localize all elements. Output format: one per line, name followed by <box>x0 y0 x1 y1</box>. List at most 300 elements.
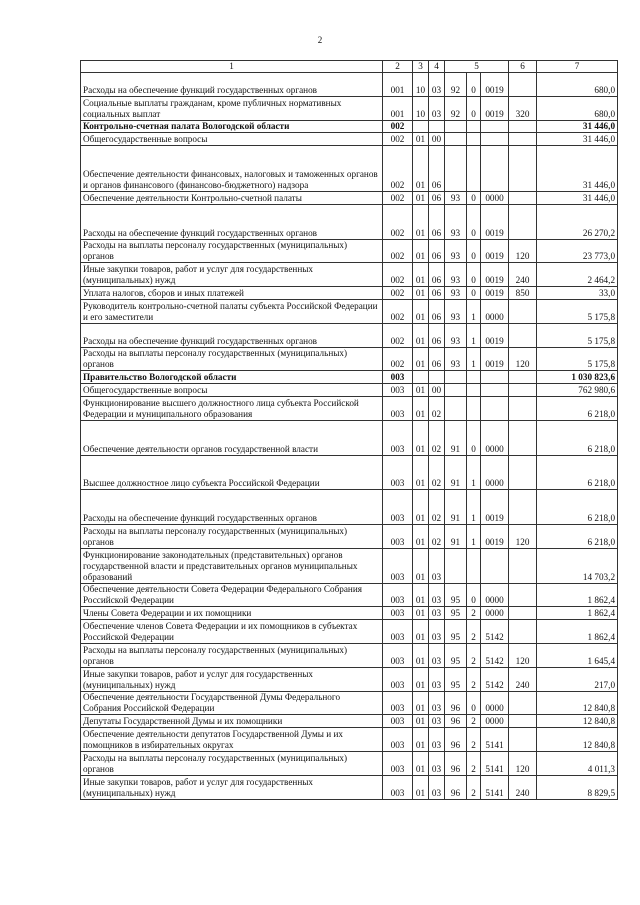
table-row <box>81 421 618 456</box>
direction-code <box>481 133 509 146</box>
subprogram-code: 1 <box>467 525 481 549</box>
table-row <box>81 239 618 263</box>
subprogram-code <box>467 146 481 192</box>
ministry-code: 002 <box>383 191 413 204</box>
header-cell: 2 <box>383 61 413 73</box>
section-code: 01 <box>413 644 429 668</box>
direction-code: 0019 <box>481 204 509 239</box>
program-code: 93 <box>445 263 467 287</box>
table-row <box>81 607 618 620</box>
subprogram-code: 1 <box>467 347 481 371</box>
ministry-code: 002 <box>383 146 413 192</box>
program-code: 95 <box>445 607 467 620</box>
subprogram-code: 2 <box>467 620 481 644</box>
section-code: 01 <box>413 384 429 397</box>
table-row <box>81 96 618 120</box>
subprogram-code: 0 <box>467 263 481 287</box>
subprogram-code <box>467 397 481 421</box>
direction-code: 0019 <box>481 347 509 371</box>
section-code: 01 <box>413 300 429 324</box>
header-cell: 1 <box>81 61 383 73</box>
program-code <box>445 120 467 133</box>
ministry-code: 001 <box>383 96 413 120</box>
subprogram-code: 0 <box>467 239 481 263</box>
ministry-code: 003 <box>383 490 413 525</box>
row-name: Иные закупки товаров, работ и услуг для государственных (муниципальных) нужд <box>81 775 383 799</box>
ministry-code: 003 <box>383 644 413 668</box>
ministry-code: 003 <box>383 775 413 799</box>
ministry-code: 002 <box>383 347 413 371</box>
program-code: 93 <box>445 239 467 263</box>
ministry-code: 002 <box>383 323 413 347</box>
expense-type-code: 120 <box>509 752 537 776</box>
program-code: 95 <box>445 644 467 668</box>
expense-type-code <box>509 204 537 239</box>
section-code: 01 <box>413 287 429 300</box>
direction-code: 5141 <box>481 752 509 776</box>
program-code: 92 <box>445 73 467 97</box>
subsection-code: 03 <box>429 644 445 668</box>
table-row <box>81 146 618 192</box>
amount: 26 270,2 <box>537 204 618 239</box>
subsection-code: 03 <box>429 607 445 620</box>
subsection-code <box>429 371 445 384</box>
section-code: 01 <box>413 667 429 691</box>
subprogram-code <box>467 371 481 384</box>
subprogram-code: 2 <box>467 752 481 776</box>
expense-type-code <box>509 146 537 192</box>
header-cell: 6 <box>509 61 537 73</box>
ministry-code: 003 <box>383 752 413 776</box>
program-code: 91 <box>445 525 467 549</box>
amount: 2 464,2 <box>537 263 618 287</box>
program-code: 96 <box>445 728 467 752</box>
row-name: Высшее должностное лицо субъекта Российской Федерации <box>81 455 383 490</box>
expense-type-code <box>509 715 537 728</box>
direction-code: 0019 <box>481 239 509 263</box>
expense-type-code: 120 <box>509 525 537 549</box>
program-code: 93 <box>445 300 467 324</box>
program-code: 91 <box>445 490 467 525</box>
subprogram-code: 0 <box>467 421 481 456</box>
subprogram-code <box>467 120 481 133</box>
table-row <box>81 728 618 752</box>
row-name: Обеспечение деятельности Контрольно-счетной палаты <box>81 191 383 204</box>
direction-code: 0019 <box>481 73 509 97</box>
section-code: 01 <box>413 728 429 752</box>
direction-code <box>481 371 509 384</box>
table-row <box>81 397 618 421</box>
expense-type-code <box>509 384 537 397</box>
table-row <box>81 620 618 644</box>
section-code: 01 <box>413 583 429 607</box>
program-code: 93 <box>445 323 467 347</box>
amount: 12 840,8 <box>537 715 618 728</box>
direction-code: 0019 <box>481 323 509 347</box>
subsection-code: 06 <box>429 300 445 324</box>
table-row <box>81 300 618 324</box>
ministry-code: 003 <box>383 525 413 549</box>
section-code: 01 <box>413 323 429 347</box>
subprogram-code: 0 <box>467 691 481 715</box>
row-name: Обеспечение деятельности депутатов Государственной Думы и их помощников в избирательных округах <box>81 728 383 752</box>
direction-code: 0019 <box>481 287 509 300</box>
row-name: Обеспечение деятельности Государственной Думы Федерального Собрания Российской Федерации <box>81 691 383 715</box>
subsection-code: 06 <box>429 204 445 239</box>
subsection-code: 03 <box>429 620 445 644</box>
subsection-code: 06 <box>429 287 445 300</box>
subsection-code: 03 <box>429 715 445 728</box>
ministry-code: 003 <box>383 455 413 490</box>
direction-code: 0000 <box>481 607 509 620</box>
table-row <box>81 715 618 728</box>
header-cell: 3 <box>413 61 429 73</box>
direction-code <box>481 397 509 421</box>
program-code <box>445 384 467 397</box>
section-code: 01 <box>413 775 429 799</box>
table-row <box>81 384 618 397</box>
amount: 31 446,0 <box>537 133 618 146</box>
program-code: 93 <box>445 287 467 300</box>
section-code <box>413 120 429 133</box>
ministry-code: 003 <box>383 667 413 691</box>
amount: 1 030 823,6 <box>537 371 618 384</box>
row-name: Расходы на обеспечение функций государственных органов <box>81 204 383 239</box>
subprogram-code: 0 <box>467 73 481 97</box>
expense-type-code <box>509 548 537 583</box>
row-name: Расходы на обеспечение функций государственных органов <box>81 73 383 97</box>
section-code: 01 <box>413 455 429 490</box>
section-code: 01 <box>413 607 429 620</box>
program-code: 96 <box>445 691 467 715</box>
direction-code: 5141 <box>481 728 509 752</box>
amount: 23 773,0 <box>537 239 618 263</box>
ministry-code: 002 <box>383 204 413 239</box>
subsection-code: 06 <box>429 323 445 347</box>
section-code: 01 <box>413 347 429 371</box>
subsection-code: 06 <box>429 239 445 263</box>
table-row <box>81 371 618 384</box>
row-name: Расходы на выплаты персоналу государственных (муниципальных) органов <box>81 752 383 776</box>
subsection-code: 06 <box>429 263 445 287</box>
program-code: 96 <box>445 775 467 799</box>
program-code: 96 <box>445 715 467 728</box>
row-name: Уплата налогов, сборов и иных платежей <box>81 287 383 300</box>
header-cell: 5 <box>445 61 509 73</box>
ministry-code: 003 <box>383 421 413 456</box>
subsection-code: 02 <box>429 421 445 456</box>
program-code <box>445 371 467 384</box>
expense-type-code: 240 <box>509 263 537 287</box>
amount: 5 175,8 <box>537 347 618 371</box>
row-name: Расходы на выплаты персоналу государственных (муниципальных) органов <box>81 644 383 668</box>
ministry-code: 002 <box>383 263 413 287</box>
subsection-code: 03 <box>429 775 445 799</box>
program-code <box>445 146 467 192</box>
program-code: 93 <box>445 347 467 371</box>
direction-code: 5142 <box>481 620 509 644</box>
table-row <box>81 120 618 133</box>
row-name: Обеспечение деятельности органов государственной власти <box>81 421 383 456</box>
expense-type-code: 850 <box>509 287 537 300</box>
section-code: 01 <box>413 133 429 146</box>
row-name: Депутаты Государственной Думы и их помощники <box>81 715 383 728</box>
row-name: Расходы на обеспечение функций государственных органов <box>81 323 383 347</box>
expense-type-code <box>509 120 537 133</box>
section-code: 01 <box>413 691 429 715</box>
section-code: 01 <box>413 525 429 549</box>
row-name: Функционирование законодательных (представительных) органов государственной власти и представительных органов муниципальных образований <box>81 548 383 583</box>
ministry-code: 002 <box>383 239 413 263</box>
subprogram-code <box>467 384 481 397</box>
table-row <box>81 263 618 287</box>
amount: 1 862,4 <box>537 607 618 620</box>
subsection-code: 02 <box>429 397 445 421</box>
direction-code <box>481 120 509 133</box>
amount: 680,0 <box>537 96 618 120</box>
ministry-code: 003 <box>383 583 413 607</box>
table-row <box>81 752 618 776</box>
program-code: 91 <box>445 421 467 456</box>
ministry-code: 003 <box>383 728 413 752</box>
table-row <box>81 73 618 97</box>
amount: 31 446,0 <box>537 191 618 204</box>
expense-type-code: 240 <box>509 775 537 799</box>
subprogram-code: 1 <box>467 300 481 324</box>
amount: 33,0 <box>537 287 618 300</box>
expense-type-code <box>509 728 537 752</box>
amount: 31 446,0 <box>537 146 618 192</box>
ministry-code: 003 <box>383 620 413 644</box>
subprogram-code: 1 <box>467 455 481 490</box>
table-row <box>81 191 618 204</box>
header-cell: 4 <box>429 61 445 73</box>
table-row <box>81 323 618 347</box>
amount: 5 175,8 <box>537 300 618 324</box>
expense-type-code <box>509 421 537 456</box>
expense-type-code <box>509 371 537 384</box>
expense-type-code: 240 <box>509 667 537 691</box>
program-code <box>445 397 467 421</box>
amount: 1 862,4 <box>537 583 618 607</box>
program-code: 93 <box>445 191 467 204</box>
row-name: Расходы на обеспечение функций государственных органов <box>81 490 383 525</box>
expense-type-code: 320 <box>509 96 537 120</box>
expense-type-code <box>509 397 537 421</box>
table-row <box>81 133 618 146</box>
row-name: Расходы на выплаты персоналу государственных (муниципальных) органов <box>81 239 383 263</box>
ministry-code: 002 <box>383 300 413 324</box>
direction-code: 5142 <box>481 667 509 691</box>
subsection-code: 03 <box>429 752 445 776</box>
subprogram-code: 1 <box>467 490 481 525</box>
ministry-code: 003 <box>383 384 413 397</box>
row-name: Члены Совета Федерации и их помощники <box>81 607 383 620</box>
section-code: 01 <box>413 191 429 204</box>
expense-type-code <box>509 607 537 620</box>
ministry-code: 002 <box>383 133 413 146</box>
subprogram-code: 0 <box>467 96 481 120</box>
subsection-code: 02 <box>429 455 445 490</box>
program-code: 95 <box>445 620 467 644</box>
direction-code: 0019 <box>481 490 509 525</box>
ministry-code: 001 <box>383 73 413 97</box>
program-code: 95 <box>445 667 467 691</box>
ministry-code: 003 <box>383 607 413 620</box>
direction-code: 0019 <box>481 525 509 549</box>
subsection-code: 00 <box>429 133 445 146</box>
amount: 8 829,5 <box>537 775 618 799</box>
subsection-code: 02 <box>429 490 445 525</box>
section-code: 01 <box>413 752 429 776</box>
subsection-code: 03 <box>429 691 445 715</box>
direction-code: 5141 <box>481 775 509 799</box>
subsection-code: 06 <box>429 191 445 204</box>
program-code: 92 <box>445 96 467 120</box>
subsection-code: 06 <box>429 146 445 192</box>
subprogram-code <box>467 133 481 146</box>
subprogram-code <box>467 548 481 583</box>
amount: 6 218,0 <box>537 455 618 490</box>
subsection-code: 03 <box>429 73 445 97</box>
direction-code: 0000 <box>481 300 509 324</box>
subsection-code: 06 <box>429 347 445 371</box>
section-code: 01 <box>413 715 429 728</box>
row-name: Иные закупки товаров, работ и услуг для государственных (муниципальных) нужд <box>81 667 383 691</box>
subprogram-code: 2 <box>467 775 481 799</box>
page-number: 2 <box>317 35 323 45</box>
expense-type-code <box>509 73 537 97</box>
direction-code <box>481 548 509 583</box>
subsection-code: 00 <box>429 384 445 397</box>
row-name: Обеспечение членов Совета Федерации и их помощников в субъектах Российской Федерации <box>81 620 383 644</box>
subprogram-code: 0 <box>467 191 481 204</box>
subprogram-code: 2 <box>467 607 481 620</box>
subsection-code: 03 <box>429 548 445 583</box>
subprogram-code: 2 <box>467 728 481 752</box>
subprogram-code: 1 <box>467 323 481 347</box>
program-code: 93 <box>445 204 467 239</box>
expense-type-code <box>509 583 537 607</box>
row-name: Функционирование высшего должностного лица субъекта Российской Федерации и муниципального образования <box>81 397 383 421</box>
direction-code: 0000 <box>481 715 509 728</box>
ministry-code: 002 <box>383 287 413 300</box>
row-name: Социальные выплаты гражданам, кроме публичных нормативных социальных выплат <box>81 96 383 120</box>
section-code: 01 <box>413 204 429 239</box>
amount: 12 840,8 <box>537 691 618 715</box>
direction-code: 0019 <box>481 96 509 120</box>
subsection-code: 02 <box>429 525 445 549</box>
ministry-code: 003 <box>383 715 413 728</box>
expense-type-code <box>509 191 537 204</box>
amount: 1 862,4 <box>537 620 618 644</box>
subprogram-code: 2 <box>467 644 481 668</box>
row-name: Общегосударственные вопросы <box>81 384 383 397</box>
direction-code: 5142 <box>481 644 509 668</box>
table-row <box>81 691 618 715</box>
subprogram-code: 0 <box>467 287 481 300</box>
table-header-row <box>81 61 618 73</box>
expense-type-code: 120 <box>509 644 537 668</box>
direction-code: 0000 <box>481 455 509 490</box>
subsection-code: 03 <box>429 667 445 691</box>
subsection-code <box>429 120 445 133</box>
direction-code <box>481 146 509 192</box>
subprogram-code: 0 <box>467 583 481 607</box>
direction-code: 0000 <box>481 583 509 607</box>
table-row <box>81 455 618 490</box>
table-row <box>81 775 618 799</box>
section-code: 10 <box>413 96 429 120</box>
table-row <box>81 583 618 607</box>
budget-table <box>80 60 618 800</box>
table-row <box>81 490 618 525</box>
expense-type-code <box>509 133 537 146</box>
ministry-code: 003 <box>383 371 413 384</box>
amount: 14 703,2 <box>537 548 618 583</box>
row-name: Правительство Вологодской области <box>81 371 383 384</box>
expense-type-code <box>509 691 537 715</box>
table-row <box>81 347 618 371</box>
section-code: 01 <box>413 263 429 287</box>
row-name: Обеспечение деятельности финансовых, налоговых и таможенных органов и органов финансового (финансово-бюджетного) надзора <box>81 146 383 192</box>
section-code: 01 <box>413 421 429 456</box>
expense-type-code: 120 <box>509 239 537 263</box>
subsection-code: 03 <box>429 728 445 752</box>
table-row <box>81 644 618 668</box>
row-name: Расходы на выплаты персоналу государственных (муниципальных) органов <box>81 525 383 549</box>
header-cell: 7 <box>537 61 618 73</box>
ministry-code: 003 <box>383 691 413 715</box>
amount: 680,0 <box>537 73 618 97</box>
ministry-code: 003 <box>383 397 413 421</box>
section-code: 10 <box>413 73 429 97</box>
amount: 6 218,0 <box>537 490 618 525</box>
row-name: Расходы на выплаты персоналу государственных (муниципальных) органов <box>81 347 383 371</box>
program-code: 95 <box>445 583 467 607</box>
amount: 1 645,4 <box>537 644 618 668</box>
program-code: 91 <box>445 455 467 490</box>
direction-code <box>481 384 509 397</box>
expense-type-code <box>509 620 537 644</box>
amount: 6 218,0 <box>537 421 618 456</box>
table-row <box>81 525 618 549</box>
subsection-code: 03 <box>429 96 445 120</box>
section-code: 01 <box>413 490 429 525</box>
expense-type-code <box>509 323 537 347</box>
subprogram-code: 2 <box>467 715 481 728</box>
section-code: 01 <box>413 548 429 583</box>
table-row <box>81 667 618 691</box>
amount: 5 175,8 <box>537 323 618 347</box>
amount: 762 980,6 <box>537 384 618 397</box>
table-row <box>81 204 618 239</box>
ministry-code: 003 <box>383 548 413 583</box>
section-code <box>413 371 429 384</box>
amount: 4 011,3 <box>537 752 618 776</box>
expense-type-code <box>509 300 537 324</box>
direction-code: 0019 <box>481 263 509 287</box>
row-name: Руководитель контрольно-счетной палаты субъекта Российской Федерации и его заместители <box>81 300 383 324</box>
program-code: 96 <box>445 752 467 776</box>
amount: 12 840,8 <box>537 728 618 752</box>
section-code: 01 <box>413 620 429 644</box>
expense-type-code <box>509 490 537 525</box>
program-code <box>445 548 467 583</box>
table-row <box>81 548 618 583</box>
section-code: 01 <box>413 397 429 421</box>
row-name: Общегосударственные вопросы <box>81 133 383 146</box>
